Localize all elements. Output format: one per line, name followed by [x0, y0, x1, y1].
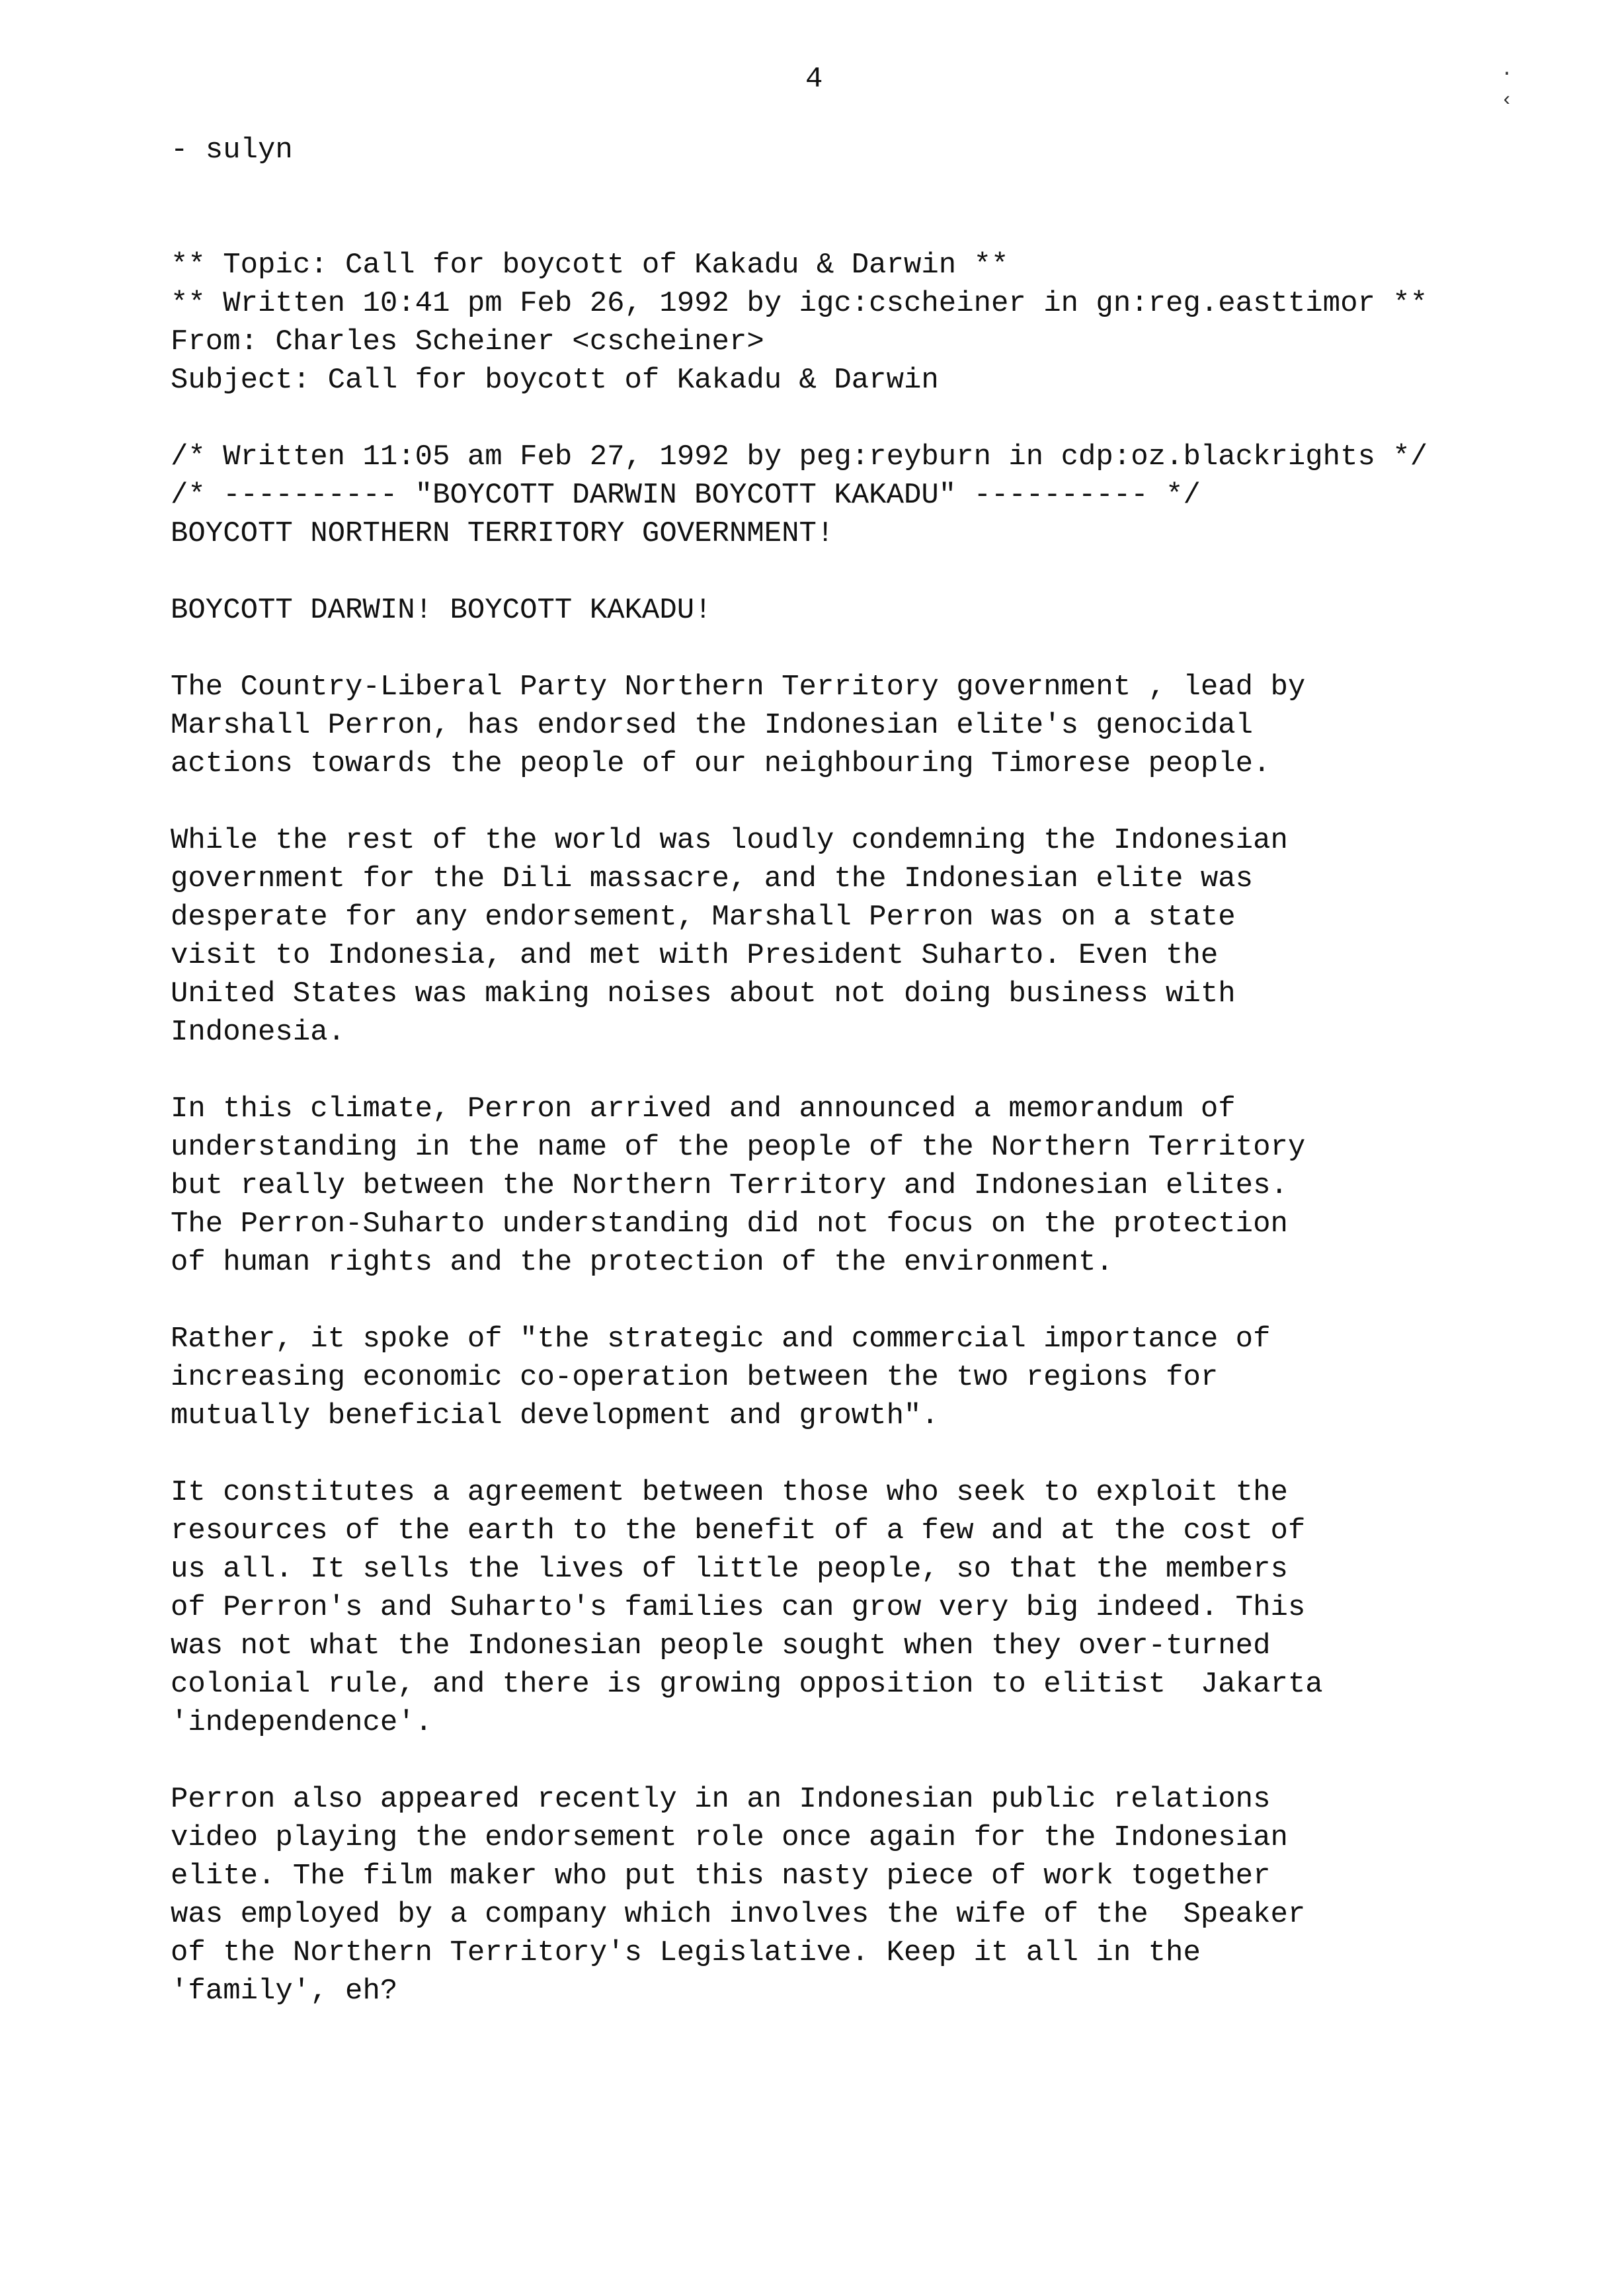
paragraph-line: of the Northern Territory's Legislative. Keep it all in the: [171, 1936, 1201, 1969]
paragraph-line: was not what the Indonesian people sought when they over-turned: [171, 1629, 1271, 1662]
banner-line: /* ---------- "BOYCOTT DARWIN BOYCOTT KAKADU" ---------- */: [171, 479, 1201, 512]
repost-written-line: /* Written 11:05 am Feb 27, 1992 by peg:reyburn in cdp:oz.blackrights */: [171, 440, 1428, 473]
paragraph-line: but really between the Northern Territory and Indonesian elites.: [171, 1169, 1288, 1202]
paragraph-line: In this climate, Perron arrived and announced a memorandum of: [171, 1092, 1236, 1126]
paragraph-line: Perron also appeared recently in an Indonesian public relations: [171, 1783, 1271, 1816]
paragraph-line: desperate for any endorsement, Marshall Perron was on a state: [171, 901, 1236, 934]
paragraph-line: actions towards the people of our neighbouring Timorese people.: [171, 747, 1271, 780]
subject-line: Subject: Call for boycott of Kakadu & Darwin: [171, 364, 939, 397]
paragraph-line: While the rest of the world was loudly condemning the Indonesian: [171, 824, 1288, 857]
from-line: From: Charles Scheiner <cscheiner>: [171, 325, 764, 358]
page-number: 4: [805, 63, 823, 96]
paragraph-line: us all. It sells the lives of little people, so that the members: [171, 1553, 1288, 1586]
paragraph-line: elite. The film maker who put this nasty piece of work together: [171, 1860, 1271, 1893]
paragraph-line: of Perron's and Suharto's families can grow very big indeed. This: [171, 1591, 1306, 1624]
paragraph-line: The Country-Liberal Party Northern Territory government , lead by: [171, 671, 1306, 704]
paragraph-line: visit to Indonesia, and met with President Suharto. Even the: [171, 939, 1219, 972]
paragraph-line: was employed by a company which involves the wife of the Speaker: [171, 1898, 1306, 1931]
corner-marks: · ‹: [1501, 63, 1540, 112]
paragraph-line: mutually beneficial development and growth".: [171, 1399, 939, 1432]
paragraph-line: It constitutes a agreement between those who seek to exploit the: [171, 1476, 1288, 1509]
paragraph-line: increasing economic co-operation between the two regions for: [171, 1361, 1219, 1394]
paragraph-line: Indonesia.: [171, 1016, 346, 1049]
paragraph-line: government for the Dili massacre, and the Indonesian elite was: [171, 862, 1254, 895]
paragraph-line: United States was making noises about not doing business with: [171, 977, 1236, 1010]
written-line: ** Written 10:41 pm Feb 26, 1992 by igc:cscheiner in gn:reg.easttimor **: [171, 287, 1428, 320]
paragraph-line: video playing the endorsement role once again for the Indonesian: [171, 1821, 1288, 1854]
paragraph-line: of human rights and the protection of the environment.: [171, 1246, 1113, 1279]
topic-line: ** Topic: Call for boycott of Kakadu & Darwin **: [171, 249, 1009, 282]
slogan: BOYCOTT DARWIN! BOYCOTT KAKADU!: [171, 594, 712, 627]
paragraph-line: understanding in the name of the people of the Northern Territory: [171, 1131, 1306, 1164]
signature: - sulyn: [171, 134, 293, 167]
paragraph-line: Rather, it spoke of "the strategic and commercial importance of: [171, 1323, 1271, 1356]
paragraph-line: 'independence'.: [171, 1706, 433, 1739]
paragraph-line: Marshall Perron, has endorsed the Indonesian elite's genocidal: [171, 709, 1254, 742]
headline: BOYCOTT NORTHERN TERRITORY GOVERNMENT!: [171, 517, 834, 550]
paragraph-line: colonial rule, and there is growing opposition to elitist Jakarta: [171, 1668, 1323, 1701]
paragraph-line: resources of the earth to the benefit of a few and at the cost of: [171, 1514, 1306, 1547]
paragraph-line: The Perron-Suharto understanding did not focus on the protection: [171, 1208, 1288, 1241]
paragraph-line: 'family', eh?: [171, 1975, 398, 2008]
